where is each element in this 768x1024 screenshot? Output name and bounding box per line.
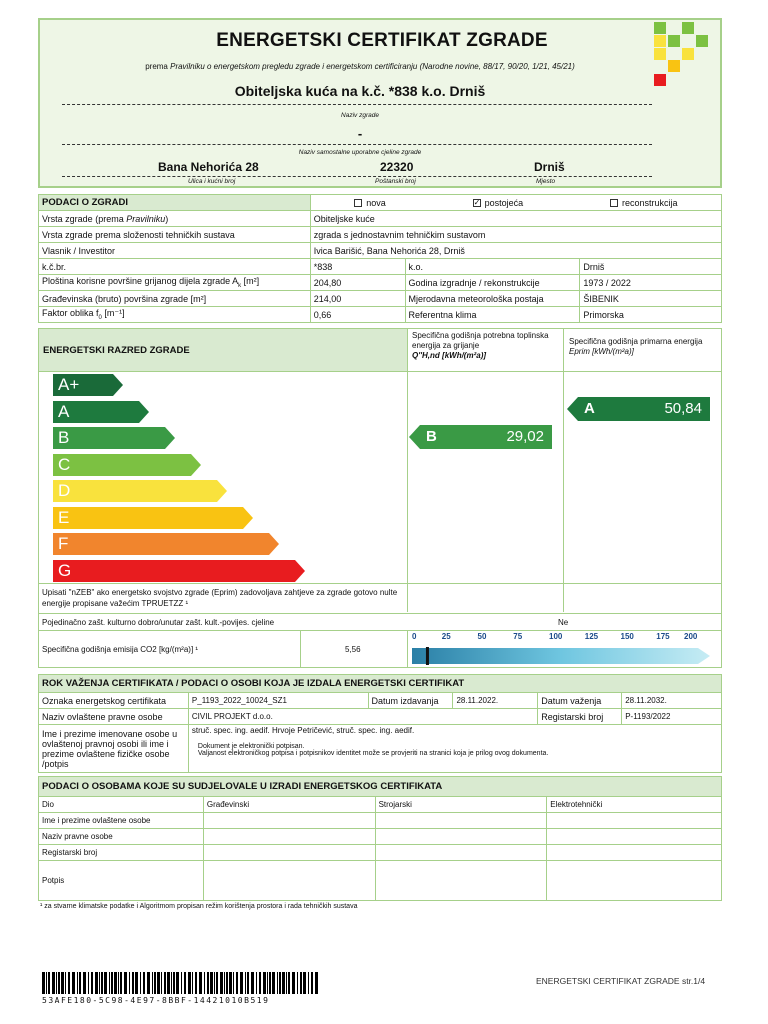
co2-scale [412,632,714,666]
postal-label: Poštanski broj [375,178,416,185]
page-label: ENERGETSKI CERTIFIKAT ZGRADE str.1/4 [536,976,706,986]
energy-class-bar: C [53,454,191,476]
co2-scale-tick: 125 [584,632,599,641]
barcode-bar [277,972,278,994]
climate-value: Primorska [580,307,722,323]
company-label: Naziv ovlaštene pravne osobe [39,709,189,725]
protection-label: Pojedinačno zašt. kulturno dobro/unutar zašt. kult.-povijes. cjeline [42,618,275,627]
protection-value: Ne [558,618,569,627]
col-mech: Strojarski [375,797,547,813]
barcode-bar [308,972,309,994]
section-title-validity: ROK VAŽENJA CERTIFIKATA / PODACI O OSOBI KOJA JE IZDALA ENERGETSKI CERTIFIKAT [39,675,722,693]
barcode-bar [95,972,98,994]
barcode-bar [173,972,175,994]
kc-label: k.č.br. [39,259,311,275]
kc-value: *838 [310,259,405,275]
heating-class-value: 29,02 [506,428,544,445]
barcode-bar [267,972,268,994]
barcode-bar [288,972,290,994]
row-name: Ime i prezime ovlaštene osobe [39,813,204,829]
barcode-bar [181,972,182,994]
person-value: struč. spec. ing. aedif. Hrvoje Petričević, struč. spec. ing. aedif. [191,726,415,735]
barcode-bar [286,972,287,994]
energy-class-bar: A+ [53,374,113,396]
co2-scale-tick: 0 [412,632,417,641]
section-title-energy: ENERGETSKI RAZRED ZGRADE [39,329,407,371]
place-value: Drniš [534,160,565,174]
divider [62,176,652,177]
barcode-bar [216,972,218,994]
barcode-bar [279,972,281,994]
barcode-bar [240,972,243,994]
checkbox-existing-checked-icon[interactable]: ✓ [473,198,481,208]
option-reconstruction[interactable]: reconstrukcija [610,198,678,208]
row-sign: Potpis [39,861,204,901]
barcode-bar [129,972,130,994]
barcode-bar [184,972,186,994]
shape-value: 0,66 [310,307,405,323]
barcode-bar [272,972,275,994]
building-name-label: Naziv zgrade [341,112,379,119]
barcode-bar [204,972,205,994]
barcode-bar [220,972,223,994]
issue-label: Datum izdavanja [368,693,453,709]
barcode-bar [210,972,213,994]
barcode-bar [188,972,191,994]
barcode-bar [226,972,228,994]
barcode-bar [68,972,70,994]
signature-note: Dokument je elektronički potpisan. [197,743,305,750]
barcode-bar [91,972,93,994]
barcode-bar [88,972,89,994]
meteo-value: ŠIBENIK [580,291,722,307]
participants-table [38,776,722,901]
barcode-bar [48,972,50,994]
barcode-bar [152,972,153,994]
barcode-bar [124,972,127,994]
co2-scale-tick: 200 [684,632,698,641]
barcode-bar [256,972,257,994]
barcode-bar [311,972,313,994]
reg-value: P-1193/2022 [622,709,722,725]
energy-class-bar: F [53,533,269,555]
document-title: ENERGETSKI CERTIFIKAT ZGRADE [216,30,548,51]
divider [62,104,652,105]
valid-value: 28.11.2032. [622,693,722,709]
year-value: 1973 / 2022 [580,275,722,291]
row-company: Naziv pravne osobe [39,829,204,845]
area-label: Ploština korisne površine grijanog dijela zgrade $A_k$ [m²] [39,275,311,291]
barcode-bar [192,972,193,994]
barcode-bar [269,972,271,994]
barcode-bar [247,972,249,994]
barcode-bar [297,972,298,994]
barcode-bar [300,972,302,994]
primary-class-letter: A [584,400,595,417]
col-elec: Elektrotehnički [547,797,722,813]
barcode-bar [143,972,145,994]
barcode-image [42,972,322,994]
barcode-bar [58,972,60,994]
area-value: 204,80 [310,275,405,291]
section-title-participants: PODACI O OSOBAMA KOJE SU SUDJELOVALE U IZRADI ENERGETSKOG CERTIFIKATA [39,777,722,797]
primary-class-indicator [578,397,710,421]
barcode-bar [195,972,197,994]
co2-scale-tick: 25 [441,632,451,641]
barcode-bar [171,972,172,994]
ko-value: Drniš [580,259,722,275]
energy-class-bar: B [53,427,165,449]
co2-scale-tick: 75 [513,632,523,641]
type-label: Vrsta zgrade (prema Pravilniku) [39,211,311,227]
certificate-logo [650,22,720,92]
signature-validation-note: Valjanost elektroničkog potpisa i potpisnikov identitet može se provjeriti na stranici koja je prilog ovog dokumenta. [197,750,549,757]
owner-value: Ivica Barišić, Bana Nehorića 28, Drniš [310,243,721,259]
shape-label: Faktor oblika $f_0$ [m⁻¹] [39,307,311,323]
co2-scale-tick: 175 [656,632,670,641]
barcode-bar [236,972,238,994]
energy-class-bar: A [53,401,139,423]
barcode-bar [282,972,285,994]
person-label: Ime i prezime imenovane osobe u ovlaštenoj pravnoj osobi ili ime i prezime ovlaštene fizičke osobe /potpis [39,725,189,773]
barcode-bar [263,972,266,994]
barcode-bar [157,972,160,994]
barcode-bar [245,972,246,994]
issue-value: 28.11.2022. [453,693,538,709]
co2-scale-tick: 50 [477,632,487,641]
barcode-bar [52,972,55,994]
footnote: ¹ za stvarne klimatske podatke i Algoritmom propisan režim korištenja prostora i rada tehničkih sustava [40,903,358,910]
barcode-bar [176,972,179,994]
barcode-bar [259,972,261,994]
barcode-bar [65,972,66,994]
ko-label: k.o. [405,259,580,275]
meteo-label: Mjerodavna meteorološka postaja [405,291,580,307]
valid-label: Datum važenja [538,693,622,709]
postal-value: 22320 [380,160,414,174]
barcode-bar [224,972,225,994]
col-civil: Građevinski [203,797,375,813]
type-value: Obiteljske kuće [310,211,721,227]
complexity-label: Vrsta zgrade prema složenosti tehničkih sustava [39,227,311,243]
street-label: Ulica i kućni broj [188,178,236,185]
barcode-text: 53AFE180-5C98-4E97-8BBF-14421010B519 [42,996,270,1005]
barcode-bar [207,972,209,994]
barcode-bar [303,972,306,994]
row-reg: Registarski broj [39,845,204,861]
co2-scale-tick: 150 [620,632,634,641]
year-label: Godina izgradnje / rekonstrukcije [405,275,580,291]
option-existing[interactable]: ✓ postojeća [473,197,524,208]
barcode-bar [120,972,122,994]
barcode-bar [167,972,170,994]
barcode-bar [251,972,254,994]
complexity-value: zgrada s jednostavnim tehničkim sustavom [310,227,721,243]
primary-class-value: 50,84 [664,400,702,417]
gross-value: 214,00 [310,291,405,307]
place-label: Mjesto [536,178,556,185]
barcode-bar [99,972,100,994]
heating-class-letter: B [426,428,437,445]
company-value: CIVIL PROJEKT d.o.o. [188,709,537,725]
co2-scale-tick: 100 [549,632,563,641]
barcode-bar [161,972,162,994]
barcode-bar [214,972,215,994]
barcode-bar [111,972,113,994]
barcode-bar [135,972,138,994]
regulation-reference: prema Pravilniku o energetskom pregledu zgrade i energetskom certificiranju (Narodne novine, 88/17, 90/20, 1/21, 45/21) [145,62,575,71]
building-name: Obiteljska kuća na k.č. *838 k.o. Drniš [234,83,486,99]
barcode-bar [77,972,78,994]
reg-label: Registarski broj [538,709,622,725]
independent-part-label: Naziv samostalne uporabne cjeline zgrade [298,149,422,156]
certificate-header [38,18,722,188]
validity-table [38,674,722,773]
barcode-bar [315,972,318,994]
barcode-bar [132,972,134,994]
barcode-bar [104,972,107,994]
section-title-building: PODACI O ZGRADI [39,195,311,211]
co2-gradient-arrow [412,646,714,666]
checkbox-new[interactable] [354,199,362,207]
heating-energy-header: Specifična godišnja potrebna toplinska energija za grijanje Q''H,nd [kWh/(m²a)] [412,331,549,360]
nzeb-text: Upisati "nZEB" ako energetsko svojstvo zgrade (Eprim) zadovoljava zahtjeve za zgrade gotovo nulte energije propisane važećim TPRUETZZ ¹ [42,588,398,608]
barcode-bar [79,972,81,994]
gross-label: Građevinska (bruto) površina zgrade [m²] [39,291,311,307]
barcode-bar [114,972,117,994]
col-part: Dio [39,797,204,813]
co2-label: Specifična godišnja emisija CO2 [kg/(m²a)] ¹ [42,645,199,654]
owner-label: Vlasnik / Investitor [39,243,311,259]
divider [62,144,652,145]
street-value: Bana Nehorića 28 [158,160,259,174]
energy-class-bar: E [53,507,243,529]
barcode-bar [46,972,47,994]
barcode-bar [56,972,57,994]
independent-part-value: - [357,126,363,141]
barcode-bar [229,972,232,994]
barcode-bar [199,972,202,994]
co2-marker [426,647,429,665]
energy-class-bar: D [53,480,217,502]
barcode-bar [140,972,141,994]
barcode-bar [109,972,110,994]
barcode-bar [164,972,166,994]
heating-class-indicator [420,425,552,449]
barcode-bar [101,972,103,994]
barcode-bar [147,972,150,994]
energy-class-bar: G [53,560,295,582]
barcode-bar [154,972,156,994]
barcode-bar [233,972,234,994]
barcode-bar [61,972,64,994]
building-data-table [38,194,722,323]
option-new[interactable]: nova [354,198,386,208]
checkbox-reconstruction[interactable] [610,199,618,207]
person-cell [188,725,721,773]
barcode-bar [42,972,45,994]
barcode-bar [292,972,295,994]
barcode [42,972,322,1005]
climate-label: Referentna klima [405,307,580,323]
primary-energy-header: Specifična godišnja primarna energija Eprim [kWh/(m²a)] [569,337,703,356]
co2-value: 5,56 [345,645,361,654]
barcode-bar [83,972,86,994]
cert-label: Oznaka energetskog certifikata [39,693,189,709]
barcode-bar [118,972,119,994]
barcode-bar [72,972,75,994]
cert-value: P_1193_2022_10024_SZ1 [188,693,368,709]
